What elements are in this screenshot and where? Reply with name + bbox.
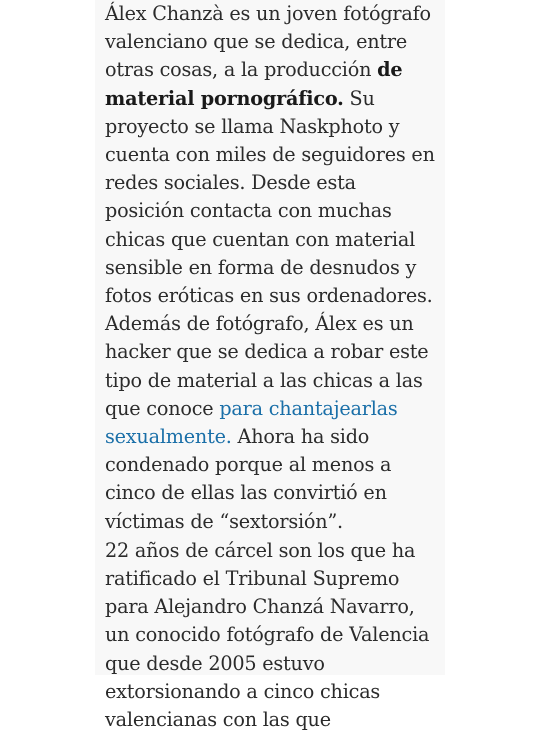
chantaje-link[interactable]: para chantajearlas sexualmente. bbox=[105, 396, 398, 449]
paragraph-1-text-end: Ahora ha sido condenado porque al menos a cinco de ellas las convirtió en víctimas de “sextorsión”. bbox=[105, 425, 392, 533]
article-body bbox=[105, 0, 437, 734]
article-paragraph-1 bbox=[105, 0, 437, 536]
paragraph-1-text-middle: Su proyecto se llama Naskphoto y cuenta con miles de seguidores en redes sociales. Desde esta posición contacta con muchas chicas que cuentan con material sensible en forma de desnudos y fotos eróticas en sus ordenadores. Además de fotógrafo, Álex es un hacker que se dedica a robar este tipo de material a las chicas a las que conoce bbox=[105, 86, 435, 420]
article-paragraph-2: 22 años de cárcel son los que ha ratificado el Tribunal Supremo para Alejandro Chanzá Navarro, un conocido fotógrafo de Valencia que desde 2005 estuvo extorsionando a cinco chicas valencianas con las que bbox=[105, 538, 430, 732]
paragraph-1-text-start: Álex Chanzà es un joven fotógrafo valenciano que se dedica, entre otras cosas, a la producción bbox=[105, 2, 431, 82]
paragraph-1-bold-text: de material pornográfico. bbox=[105, 58, 403, 110]
